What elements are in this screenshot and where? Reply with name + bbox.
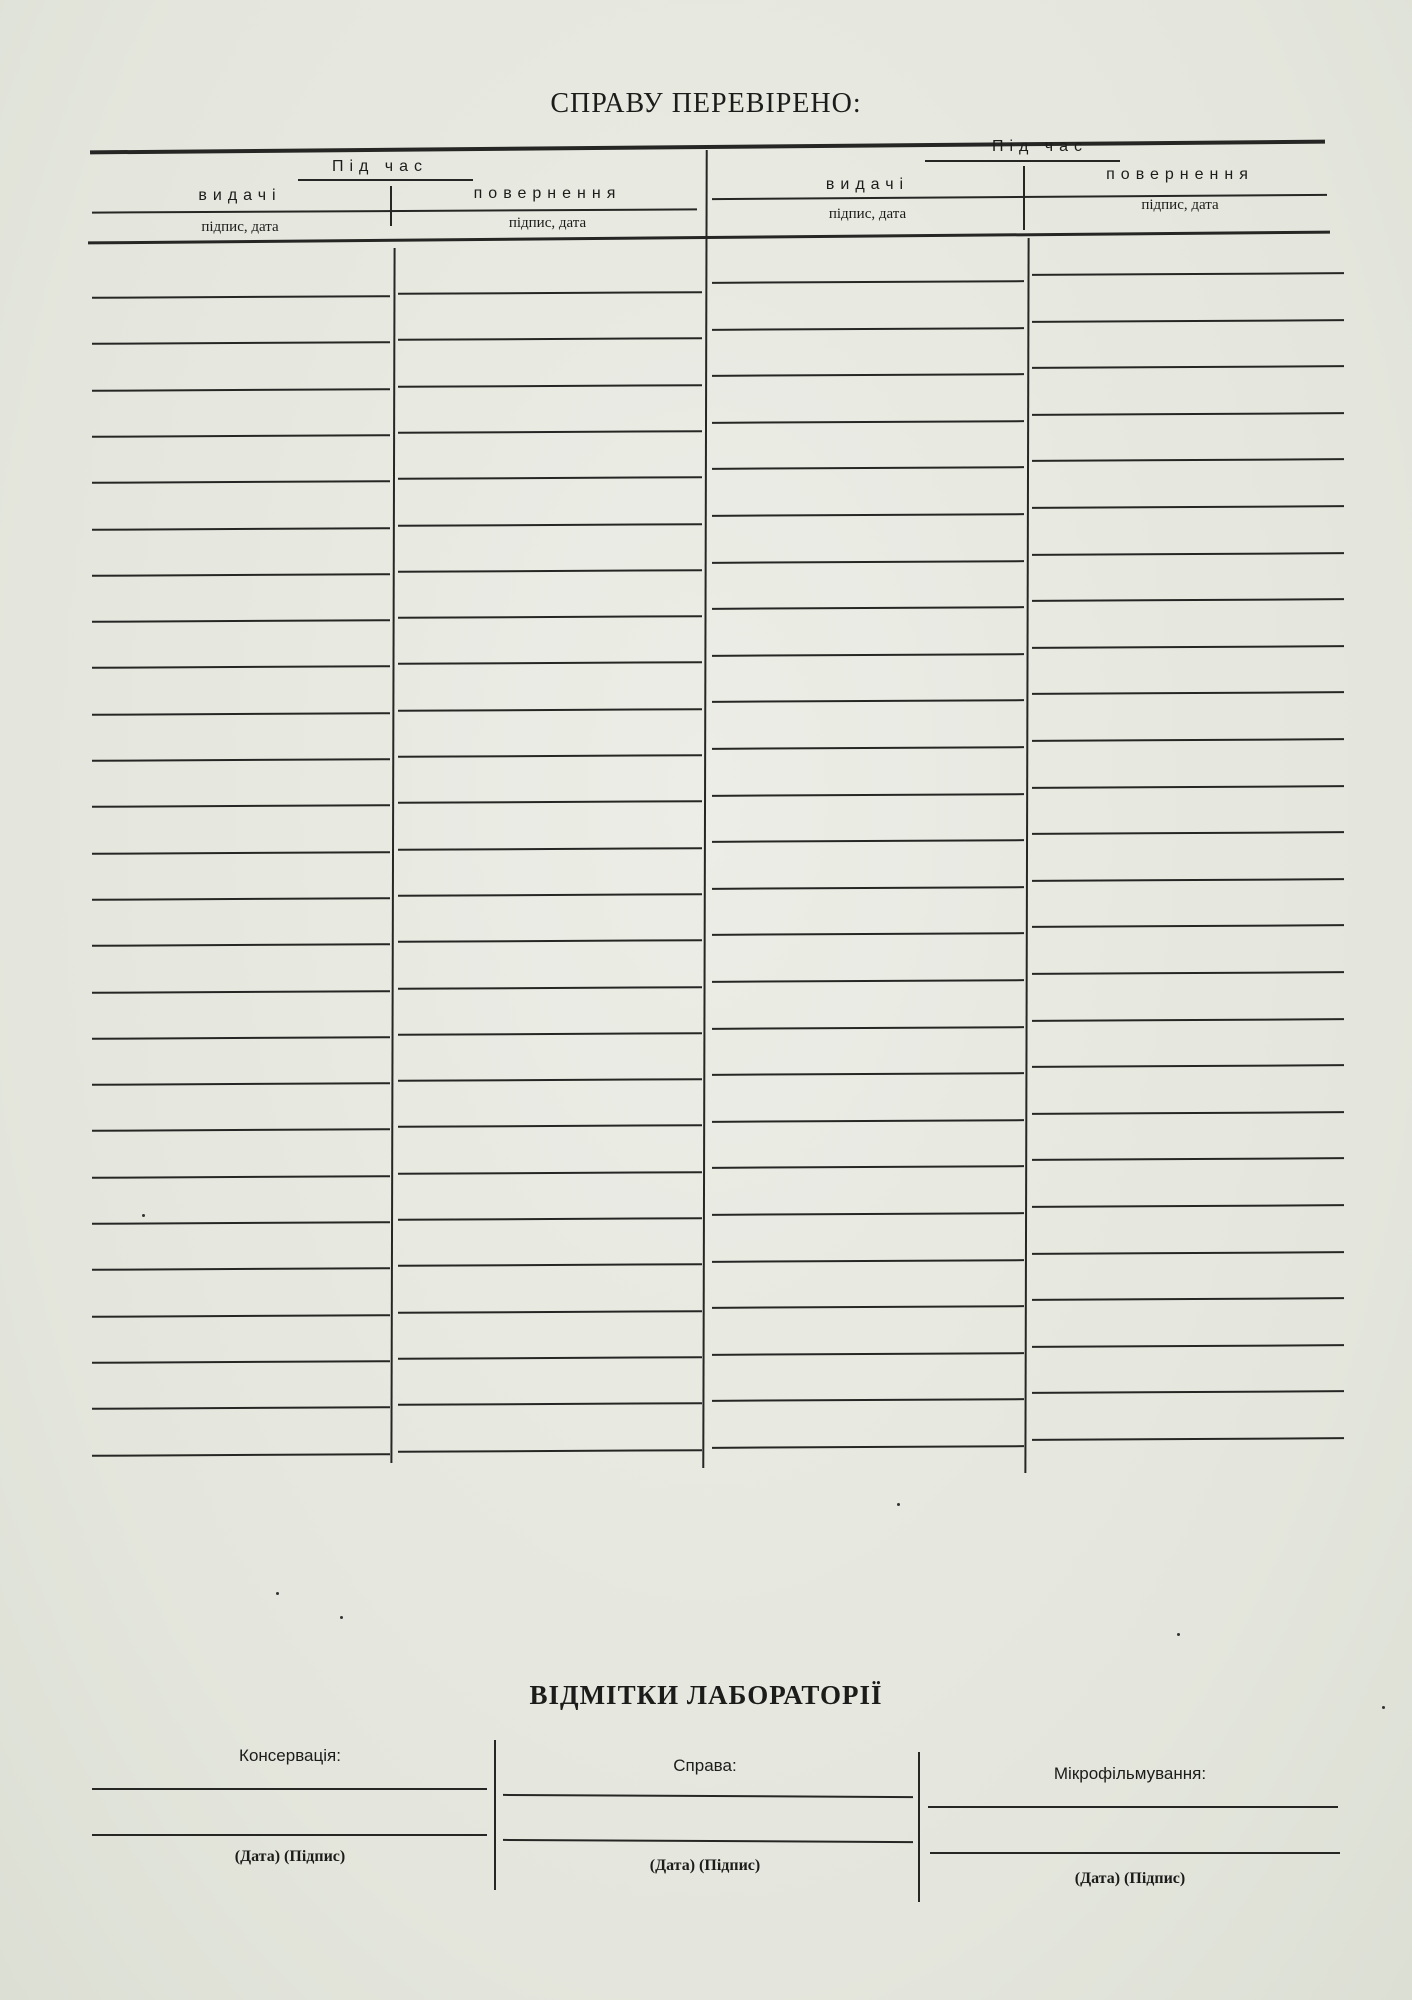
lab-field-conservation-2[interactable] [92,1834,487,1836]
row-left-return-line[interactable] [398,1032,702,1036]
row-left-issue-line[interactable] [92,295,390,299]
row-right-issue-line[interactable] [712,373,1024,377]
row-left-return-line[interactable] [398,1356,702,1360]
paper-speck [1177,1633,1180,1636]
row-right-issue-line[interactable] [712,606,1024,610]
row-right-return-line[interactable] [1032,971,1344,975]
row-right-return-line[interactable] [1032,365,1344,369]
row-left-return-line[interactable] [398,893,702,897]
row-right-issue-line[interactable] [712,1305,1024,1309]
row-left-return-line[interactable] [398,1264,702,1268]
row-right-issue-line[interactable] [712,793,1024,797]
row-left-issue-line[interactable] [92,943,390,947]
row-left-return-line[interactable] [398,291,702,295]
right-issue-sign-date: підпис, дата [828,206,907,222]
lab-label-case: Справа: [673,1756,737,1775]
row-left-issue-line[interactable] [92,1175,390,1179]
row-left-return-line[interactable] [398,1171,702,1175]
row-right-issue-line[interactable] [712,1166,1024,1170]
row-left-return-line[interactable] [398,1449,702,1453]
row-right-return-line[interactable] [1032,925,1344,929]
row-right-issue-line[interactable] [712,933,1024,937]
column-divider-center [702,150,707,1468]
lab-signature-microfilming: (Дата) (Підпис) [1074,1870,1186,1887]
row-left-issue-line[interactable] [92,527,390,531]
header-divider-right [1023,166,1025,230]
row-right-return-line[interactable] [1032,692,1344,696]
row-left-issue-line[interactable] [92,434,390,438]
row-right-return-line[interactable] [1032,552,1344,556]
row-right-return-line[interactable] [1032,878,1344,882]
row-left-return-line[interactable] [398,1078,702,1082]
row-left-issue-line[interactable] [92,388,390,392]
row-right-return-line[interactable] [1032,1251,1344,1255]
paper-speck [1382,1706,1385,1709]
row-right-return-line[interactable] [1032,459,1344,463]
column-divider-left [390,248,395,1463]
row-right-issue-line[interactable] [712,700,1024,704]
left-group-header: Під час [331,158,429,175]
row-left-issue-line[interactable] [92,897,390,901]
paper-speck [142,1214,145,1217]
row-left-issue-line[interactable] [92,1268,390,1272]
row-right-return-line[interactable] [1032,1158,1344,1162]
row-left-issue-line[interactable] [92,1129,390,1133]
row-right-return-line[interactable] [1032,1391,1344,1395]
row-right-return-line[interactable] [1032,1018,1344,1022]
row-right-return-line[interactable] [1032,1204,1344,1208]
row-left-issue-line[interactable] [92,1082,390,1086]
row-left-return-line[interactable] [398,384,702,388]
row-left-issue-line[interactable] [92,1314,390,1318]
row-right-issue-line[interactable] [712,1259,1024,1263]
row-left-issue-line[interactable] [92,1453,390,1457]
row-left-return-line[interactable] [398,1217,702,1221]
lab-divider-2 [918,1752,920,1902]
row-right-issue-line[interactable] [712,746,1024,750]
row-right-issue-line[interactable] [712,1119,1024,1123]
lab-field-microfilming-1[interactable] [928,1806,1338,1808]
row-left-return-line[interactable] [398,986,702,990]
row-right-issue-line[interactable] [712,420,1024,424]
row-right-return-line[interactable] [1032,1297,1344,1301]
row-right-return-line[interactable] [1032,412,1344,416]
left-col-issue-header: видачі [198,187,282,204]
row-left-return-line[interactable] [398,430,702,434]
lab-label-conservation: Консервація: [239,1746,341,1765]
column-divider-right [1024,238,1029,1473]
row-left-issue-line[interactable] [92,573,390,577]
row-left-issue-line[interactable] [92,1036,390,1040]
left-subheader-rule [92,208,697,213]
lab-signature-conservation: (Дата) (Підпис) [234,1848,346,1865]
row-left-return-line[interactable] [398,754,702,758]
row-left-issue-line[interactable] [92,1360,390,1364]
row-left-return-line[interactable] [398,615,702,619]
row-right-issue-line[interactable] [712,467,1024,471]
row-left-issue-line[interactable] [92,1221,390,1225]
row-right-issue-line[interactable] [712,839,1024,843]
row-left-issue-line[interactable] [92,1406,390,1410]
paper-speck [276,1592,279,1595]
left-return-sign-date: підпис, дата [508,215,587,231]
row-left-issue-line[interactable] [92,480,390,484]
row-right-issue-line[interactable] [712,979,1024,983]
row-left-issue-line[interactable] [92,619,390,623]
lab-field-case-2[interactable] [503,1839,913,1843]
row-left-issue-line[interactable] [92,758,390,762]
row-right-issue-line[interactable] [712,653,1024,657]
right-col-return-header: повернення [1106,166,1254,183]
row-right-issue-line[interactable] [712,1072,1024,1076]
row-right-return-line[interactable] [1032,505,1344,509]
row-left-issue-line[interactable] [92,666,390,670]
row-left-return-line[interactable] [398,1125,702,1129]
lab-field-microfilming-2[interactable] [930,1852,1340,1854]
row-right-return-line[interactable] [1032,319,1344,323]
row-left-issue-line[interactable] [92,805,390,809]
row-right-return-line[interactable] [1032,272,1344,276]
left-group-underline [298,179,473,181]
row-left-return-line[interactable] [398,476,702,480]
lab-title: ВІДМІТКИ ЛАБОРАТОРІЇ [529,1680,883,1710]
row-left-issue-line[interactable] [92,851,390,855]
row-right-return-line[interactable] [1032,738,1344,742]
paper-speck [340,1616,343,1619]
header-divider-left [390,186,392,226]
row-right-issue-line[interactable] [712,1445,1024,1449]
row-right-return-line[interactable] [1032,1064,1344,1068]
row-right-issue-line[interactable] [712,886,1024,890]
right-col-issue-header: видачі [825,176,910,193]
row-left-return-line[interactable] [398,801,702,805]
right-return-sign-date: підпис, дата [1141,197,1219,213]
row-right-issue-line[interactable] [712,1212,1024,1216]
row-left-return-line[interactable] [398,523,702,527]
row-left-return-line[interactable] [398,569,702,573]
row-right-issue-line[interactable] [712,1352,1024,1356]
row-right-issue-line[interactable] [712,513,1024,517]
row-right-issue-line[interactable] [712,327,1024,331]
page-title: СПРАВУ ПЕРЕВІРЕНО: [550,88,862,119]
row-right-return-line[interactable] [1032,645,1344,649]
row-right-return-line[interactable] [1032,1111,1344,1115]
row-left-issue-line[interactable] [92,712,390,716]
row-right-return-line[interactable] [1032,598,1344,602]
paper-speck [897,1503,900,1506]
right-group-underline [925,160,1120,162]
row-right-issue-line[interactable] [712,280,1024,284]
row-left-return-line[interactable] [398,939,702,943]
row-right-return-line[interactable] [1032,785,1344,789]
row-right-issue-line[interactable] [712,1026,1024,1030]
lab-field-conservation-1[interactable] [92,1788,487,1790]
row-left-return-line[interactable] [398,338,702,342]
lab-signature-case: (Дата) (Підпис) [649,1857,761,1874]
lab-divider-1 [494,1740,496,1890]
row-right-issue-line[interactable] [712,1399,1024,1403]
row-left-issue-line[interactable] [92,342,390,346]
row-left-return-line[interactable] [398,662,702,666]
left-col-return-header: повернення [473,185,622,202]
row-left-return-line[interactable] [398,847,702,851]
left-issue-sign-date: підпис, дата [201,219,279,235]
row-right-return-line[interactable] [1032,1437,1344,1441]
row-right-return-line[interactable] [1032,1344,1344,1348]
row-right-return-line[interactable] [1032,831,1344,835]
row-right-issue-line[interactable] [712,560,1024,564]
right-group-header: Під час [991,138,1089,155]
row-left-return-line[interactable] [398,708,702,712]
row-left-issue-line[interactable] [92,990,390,994]
lab-label-microfilming: Мікрофільмування: [1053,1764,1207,1783]
row-left-return-line[interactable] [398,1310,702,1314]
lab-field-case-1[interactable] [503,1794,913,1798]
row-left-return-line[interactable] [398,1402,702,1406]
